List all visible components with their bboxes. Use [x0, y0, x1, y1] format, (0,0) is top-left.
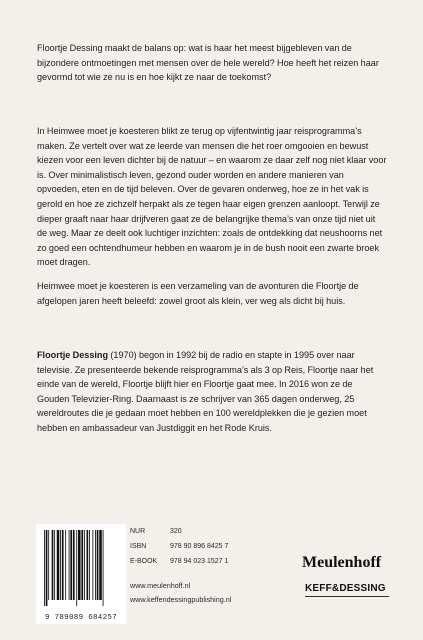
publisher-urls [130, 579, 231, 606]
keff-dessing-url[interactable]: www.keffendessingpublishing.nl [130, 594, 232, 604]
barcode-bar [62, 530, 64, 600]
barcode-bar [54, 530, 55, 600]
ebook-row [130, 554, 250, 569]
author-bio-paragraph [37, 348, 387, 436]
barcode-bar [76, 530, 77, 606]
barcode-bar [92, 530, 93, 600]
barcode-bar [89, 530, 90, 600]
collection-paragraph: Heimwee moet je koesteren is een verzameling van de avonturen die Floortje de afgelopen jaren heeft beleefd: zowel groot als klein, ver weg als dicht bij huis. [37, 281, 359, 306]
barcode [36, 524, 126, 624]
nur-value: 320 [170, 528, 182, 535]
barcode-bar [87, 530, 89, 600]
barcode-bar [44, 530, 45, 606]
summary-paragraph: In Heimwee moet je koesteren blikt ze terug op vijfentwintig jaar reisprogramma’s maken. Ze vertelt over wat ze leerde van mensen die het roer omgooien en bewust kiezen voor een leven dichter bij de natuur – en waarom ze daar zelf nog niet klaar voor is. Over minimalistisch leven, gezond ouder worden en andere manieren van opvoeden, eten en de tijd beleven. Over de gevaren onderweg, hoe ze in het vak is gerold en hoe ze zichzelf herpakt als ze tegen haar eigen grenzen aanloopt. Terwijl ze dieper graaft naar haar drijfveren gaat ze de belangrijke thema’s van onze tijd niet uit de weg. Maar ze deelt ook luchtiger inzichten: zoals de ontdekking dat neushoorns net zo goed een ochtendhumeur hebben en waarom je in de bush nooit een zwarte broek moet dragen. [37, 126, 387, 268]
author-bio-text: (1970) begon in 1992 bij de radio en stapte in 1995 over naar televisie. Ze presenteerde bekende reisprogramma’s als 3 op Reis, Floortje naar het einde van de wereld, Floortje blijft hier en Floortje gaat mee. In 2016 won ze de Gouden Televizier-Ring. Daarnaast is ze schrijver van 365 dagen onderweg, 25 wereldroutes die je gedaan moet hebben en 100 wereldplekken die je gezien moet hebben en ambassadeur van Justdiggit en het Rode Kruis. [37, 350, 374, 433]
isbn-value: 978 90 896 8425 7 [170, 543, 229, 550]
barcode-bar [78, 530, 81, 600]
barcode-bar [48, 530, 49, 600]
barcode-bar [97, 530, 99, 600]
isbn-label: ISBN [130, 543, 147, 550]
barcode-bar [65, 530, 66, 600]
barcode-bar [73, 530, 75, 600]
barcode-bar [99, 530, 102, 600]
barcode-bars [42, 530, 120, 606]
keff-dessing-logo [305, 583, 391, 597]
barcode-bar [60, 530, 61, 600]
intro-paragraph: Floortje Dessing maakt de balans op: wat is haar het meest bijgebleven van de bijzondere ontmoetingen met mensen over de hele wereld? Hoe heeft het reizen haar gevormd tot wie ze nu is en hoe kijkt ze naar de toekomst? [37, 43, 379, 83]
keff-dessing-logo-rule [305, 596, 389, 597]
barcode-bar [81, 530, 83, 600]
barcode-bar [103, 530, 104, 606]
keff-dessing-logo-text: KEFF&DESSING [305, 583, 386, 594]
nur-label: NUR [130, 528, 146, 535]
barcode-bar [52, 530, 54, 600]
barcode-digits: 9 789089 684257 [44, 614, 117, 622]
meulenhoff-logo: Meulenhoff [302, 554, 382, 571]
ebook-label: E-BOOK [130, 558, 158, 565]
author-name: Floortje Dessing [37, 350, 109, 360]
isbn-row [130, 539, 250, 554]
barcode-bar [46, 530, 48, 606]
barcode-bar [69, 530, 70, 600]
book-metadata [130, 524, 250, 569]
barcode-bar [70, 530, 72, 600]
barcode-bar [95, 530, 96, 600]
barcode-bar [57, 530, 60, 600]
meulenhoff-url[interactable]: www.meulenhoff.nl [130, 581, 191, 590]
ebook-value: 978 94 023 1527 1 [170, 558, 229, 565]
nur-row [130, 524, 250, 539]
barcode-bar [84, 530, 85, 600]
